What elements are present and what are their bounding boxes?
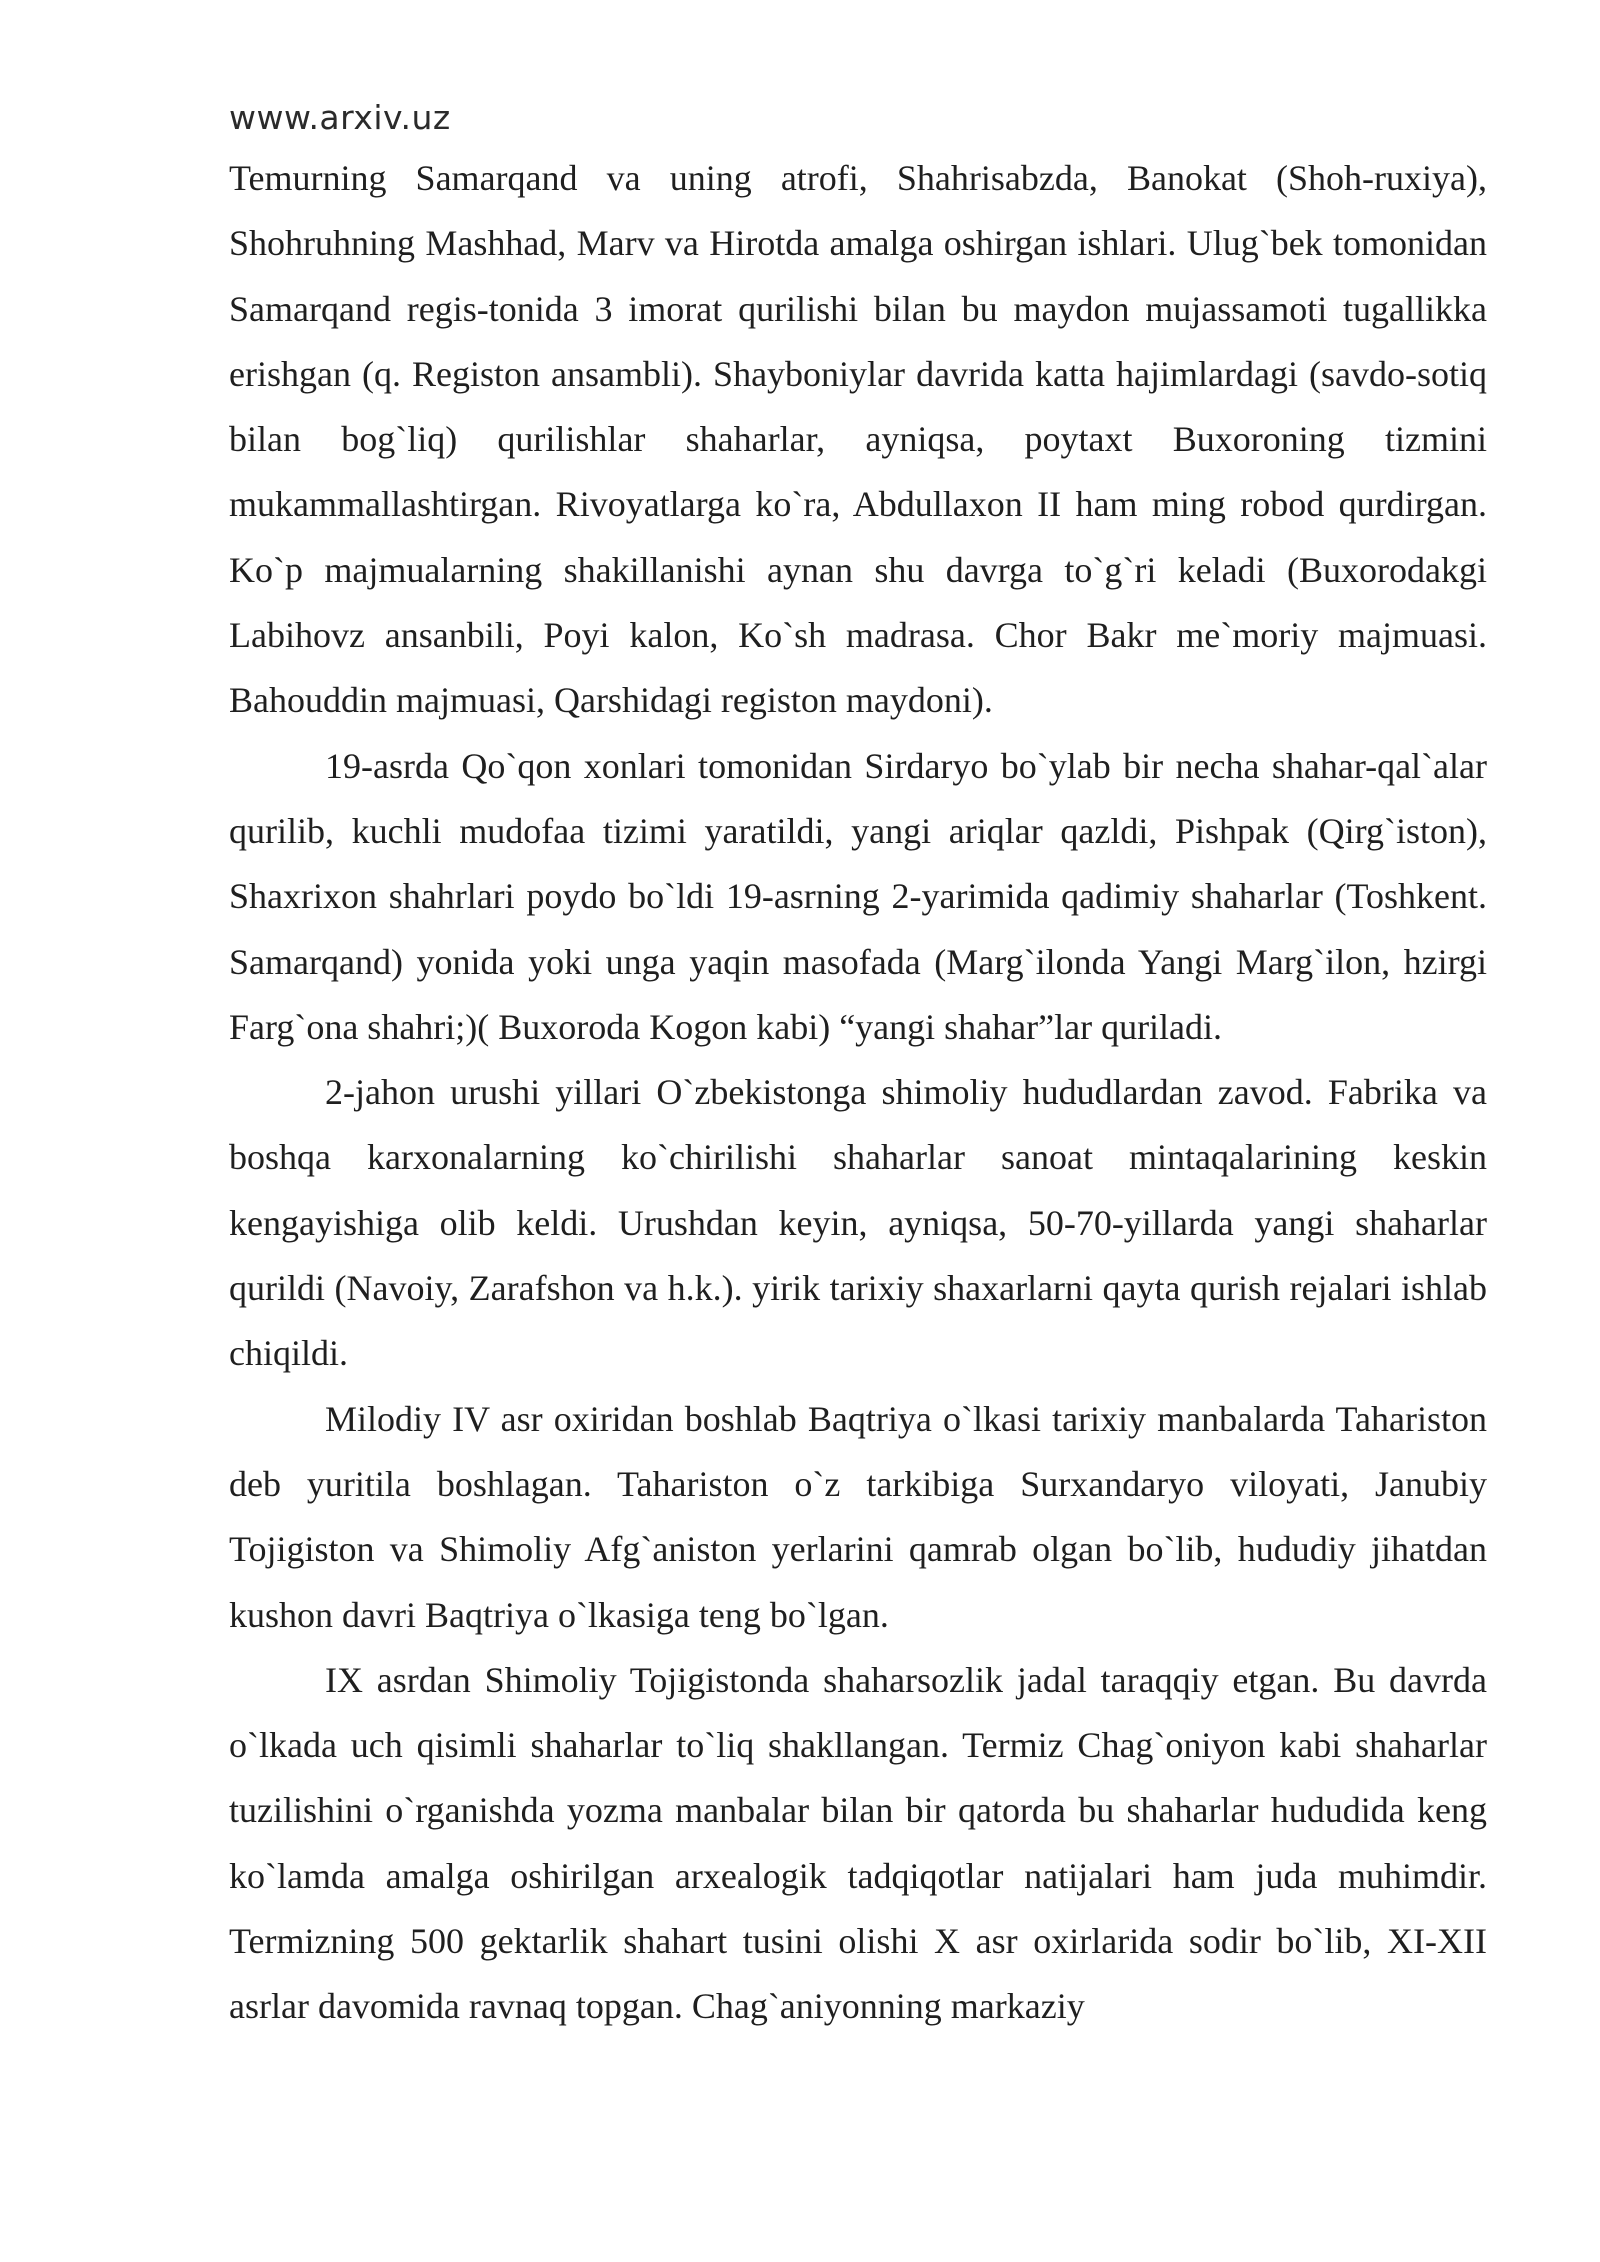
site-watermark: www.arxiv.uz <box>229 98 451 137</box>
paragraph-1: Temurning Samarqand va uning atrofi, Shahrisabzda, Banokat (Shoh-ruxiya), Shohruhning Mashhad, Marv va Hirotda amalga oshirgan ishlari. Ulug`bek tomonidan Samarqand regis-tonida 3 imorat qurilishi bilan bu maydon mujassamoti tugallikka erishgan (q. Registon ansambli). Shayboniylar davrida katta hajimlardagi (savdo-sotiq bilan bog`liq) qurilishlar shaharlar, ayniqsa, poytaxt Buxoroning tizmini mukammallashtirgan. Rivoyatlarga ko`ra, Abdullaxon II ham ming robod qurdirgan. Ko`p majmualarning shakillanishi aynan shu davrga to`g`ri keladi (Buxorodakgi Labihovz ansanbili, Poyi kalon, Ko`sh madrasa. Chor Bakr me`moriy majmuasi. Bahouddin majmuasi, Qarshidagi registon maydoni). <box>229 158 1487 721</box>
paragraph-5: IX asrdan Shimoliy Tojigistonda shaharsozlik jadal taraqqiy etgan. Bu davrda o`lkada uch qisimli shaharlar to`liq shakllangan. Termiz Chag`oniyon kabi shaharlar tuzilishini o`rganishda yozma manbalar bilan bir qatorda bu shaharlar hududida keng ko`lamda amalga oshirilgan arxealogik tadqiqotlar natijalari ham juda muhimdir. Termizning 500 gektarlik shahart tusini olishi X asr oxirlarida sodir bo`lib, XI-XII asrlar davomida ravnaq topgan. Chag`aniyonning markaziy <box>229 1659 1487 2027</box>
document-body <box>229 146 1487 2040</box>
paragraph-4: Milodiy IV asr oxiridan boshlab Baqtriya o`lkasi tarixiy manbalarda Tahariston deb yuritila boshlagan. Tahariston o`z tarkibiga Surxandaryo viloyati, Janubiy Tojigiston va Shimoliy Afg`aniston yerlarini qamrab olgan bo`lib, hududiy jihatdan kushon davri Baqtriya o`lkasiga teng bo`lgan. <box>229 1398 1487 1635</box>
paragraph-3: 2-jahon urushi yillari O`zbekistonga shimoliy hududlardan zavod. Fabrika va boshqa karxonalarning ko`chirilishi shaharlar sanoat mintaqalarining keskin kengayishiga olib keldi. Urushdan keyin, ayniqsa, 50-70-yillarda yangi shaharlar qurildi (Navoiy, Zarafshon va h.k.). yirik tarixiy shaxarlarni qayta qurish rejalari ishlab chiqildi. <box>229 1072 1487 1374</box>
paragraph-2: 19-asrda Qo`qon xonlari tomonidan Sirdaryo bo`ylab bir necha shahar-qal`alar qurilib, kuchli mudofaa tizimi yaratildi, yangi ariqlar qazldi, Pishpak (Qirg`iston), Shaxrixon shahrlari poydo bo`ldi 19-asrning 2-yarimida qadimiy shaharlar (Toshkent. Samarqand) yonida yoki unga yaqin masofada (Marg`ilonda Yangi Marg`ilon, hzirgi Farg`ona shahri;)( Buxoroda Kogon kabi) “yangi shahar”lar quriladi. <box>229 745 1487 1047</box>
